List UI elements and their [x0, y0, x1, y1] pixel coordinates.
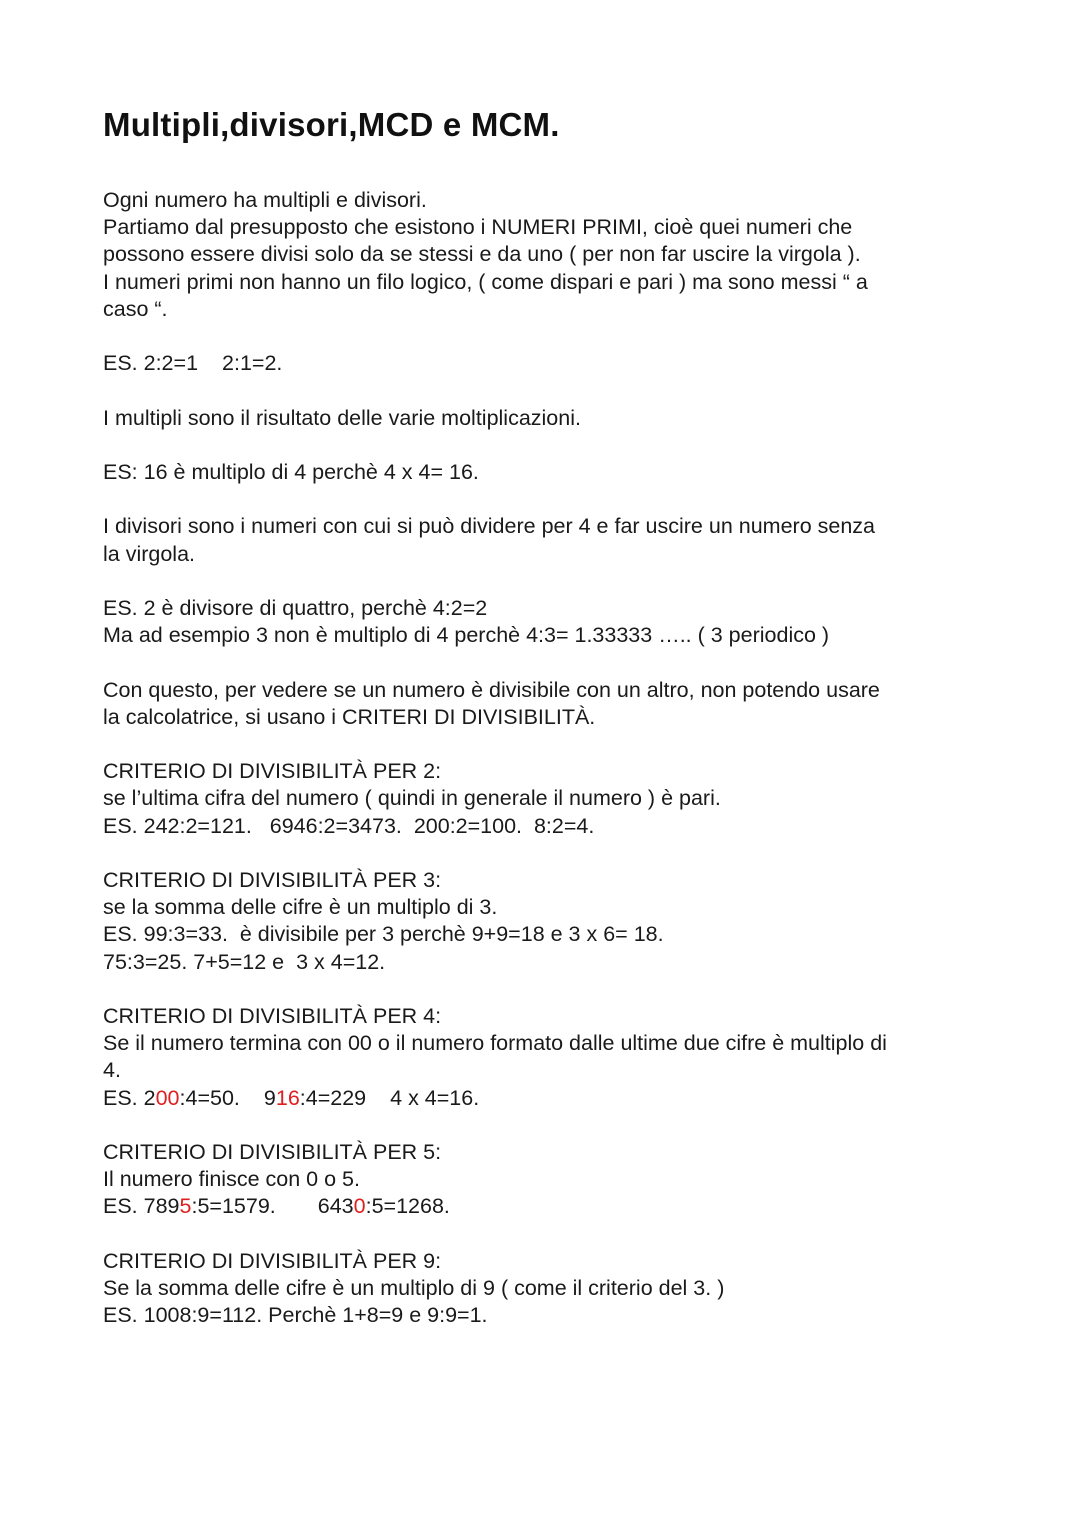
criterio-rule: se l’ultima cifra del numero ( quindi in generale il numero ) è pari.	[103, 786, 721, 811]
highlight-digits: 5	[179, 1194, 192, 1219]
criterio-example: ES. 7895:5=1579. 6430:5=1268.	[103, 1194, 450, 1219]
criterio-rule: Se il numero termina con 00 o il numero formato dalle ultime due cifre è multiplo di	[103, 1031, 887, 1056]
criterio-example: ES. 200:4=50. 916:4=229 4 x 4=16.	[103, 1085, 480, 1110]
intro-paragraph	[103, 187, 983, 323]
multipli-example: ES: 16 è multiplo di 4 perchè 4 x 4= 16.	[103, 459, 479, 484]
document-body	[103, 187, 983, 1357]
divisori-example: ES. 2 è divisore di quattro, perchè 4:2=2 Ma ad esempio 3 non è multiplo di 4 perchè 4:3= 1.33333 ….. ( 3 periodico )	[103, 595, 830, 648]
criterio-heading: CRITERIO DI DIVISIBILITÀ PER 2:	[103, 759, 442, 784]
primes-example	[103, 350, 983, 377]
highlight-digits: 0	[353, 1194, 366, 1219]
criterio-example: ES. 1008:9=112. Perchè 1+8=9 e 9:9=1.	[103, 1303, 488, 1328]
document-title: Multipli,divisori,MCD e MCM.	[103, 106, 560, 143]
criterio-heading: CRITERIO DI DIVISIBILITÀ PER 3:	[103, 867, 442, 892]
criterio-9	[103, 1248, 983, 1330]
intro-line: caso “.	[103, 296, 168, 321]
criterio-rule: Se la somma delle cifre è un multiplo di 9 ( come il criterio del 3. )	[103, 1275, 725, 1300]
criterio-rule: se la somma delle cifre è un multiplo di 3.	[103, 895, 498, 920]
highlight-digits: 16	[275, 1085, 300, 1110]
intro-line: possono essere divisi solo da se stessi e da uno ( per non far uscire la virgola ).	[103, 242, 861, 267]
divisori-definition: I divisori sono i numeri con cui si può dividere per 4 e far uscire un numero senza la virgola.	[103, 514, 875, 566]
criterio-2	[103, 758, 983, 840]
criterio-rule: Il numero finisce con 0 o 5.	[103, 1167, 360, 1192]
highlight-digits: 00	[155, 1085, 180, 1110]
criterio-3	[103, 867, 983, 976]
criterio-5	[103, 1139, 983, 1221]
criterio-heading: CRITERIO DI DIVISIBILITÀ PER 5:	[103, 1139, 442, 1164]
criterio-4	[103, 1003, 983, 1112]
primes-example-b: 2:1=2.	[222, 351, 283, 376]
intro-line: Partiamo dal presupposto che esistono i NUMERI PRIMI, cioè quei numeri che	[103, 215, 853, 240]
criteri-intro: Con questo, per vedere se un numero è divisibile con un altro, non potendo usare la calcolatrice, si usano i CRITERI DI DIVISIBILITÀ.	[103, 677, 880, 729]
primes-example-a: ES. 2:2=1	[103, 351, 199, 376]
criterio-example: ES. 242:2=121. 6946:2=3473. 200:2=100. 8:2=4.	[103, 813, 595, 838]
intro-line: Ogni numero ha multipli e divisori.	[103, 188, 427, 212]
intro-line: I numeri primi non hanno un filo logico, ( come dispari e pari ) ma sono messi “ a	[103, 269, 868, 294]
criterio-heading: CRITERIO DI DIVISIBILITÀ PER 9:	[103, 1248, 442, 1273]
criterio-example: ES. 99:3=33. è divisibile per 3 perchè 9+9=18 e 3 x 6= 18.	[103, 922, 664, 947]
multipli-definition: I multipli sono il risultato delle varie moltiplicazioni.	[103, 405, 581, 430]
criterio-heading: CRITERIO DI DIVISIBILITÀ PER 4:	[103, 1003, 442, 1028]
criterio-example: 75:3=25. 7+5=12 e 3 x 4=12.	[103, 949, 386, 974]
criterio-rule: 4.	[103, 1058, 121, 1083]
